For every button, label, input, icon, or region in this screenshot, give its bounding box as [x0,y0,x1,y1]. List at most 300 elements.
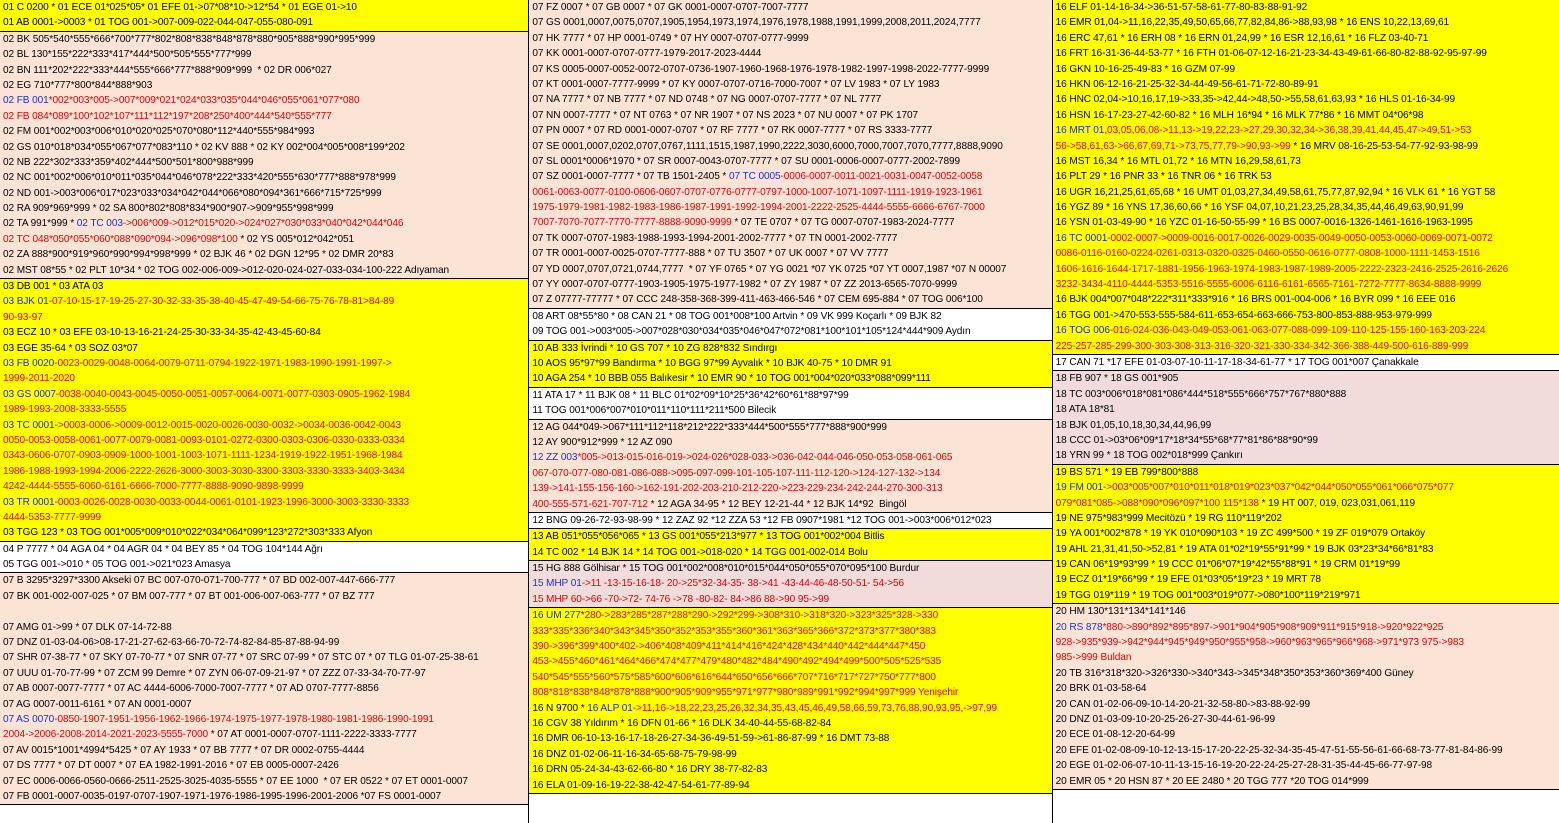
plate-line [1053,588,1559,603]
key-text: 16 ALP 01 [587,702,633,714]
plate-line [1053,77,1559,92]
line-text: 18 YRN 99 * 18 TOG 002*018*999 Çankırı [1055,450,1243,462]
line-text: 16 ERC 47,61 * 16 ERH 08 * 16 ERN 01,24,99 * 16 ESR 12,16,61 * 16 FLZ 03-40-71 [1055,32,1429,44]
line-text: 07 DNZ 01-03-04-06>08-17-21-27-62-63-66-70-72-74-82-84-85-87-88-94-99 [3,637,340,649]
plate-line [529,139,1051,154]
plate-line [529,277,1051,292]
plate-line [0,650,528,665]
plate-line [0,789,528,804]
highlight-text: 56->58,61,63->66,67,69,71->73,75,77,79->90,93->99 [1055,140,1291,152]
line-text: 01 C 0200 * 01 ECE 01*025*05* 01 EFE 01->07*08*10->12*54 * 01 EGE 01->10 [3,2,357,13]
plate-line [0,418,528,433]
highlight-text: 139->141-155-156-160->162-191-202-203-210-212-220->223-229-234-242-244-270-300-313 [532,483,943,495]
line-text: 07 SZ 0001-0007-7777 * 07 TB 1501-2405 * [532,171,729,183]
line-text: 10 AB 333 İvrindi * 10 GS 707 * 10 ZG 828*832 Sındırgı [532,342,778,354]
key-text: 12 ZZ 003 [532,452,578,464]
plate-line [1053,339,1559,354]
highlight-text: 453->455*460*461*464*466*474*477*479*480*482*484*490*492*494*499*500*505*525*535 [532,656,942,668]
plate-line [0,155,528,170]
line-text: 20 EGE 01-02-06-07-10-11-13-15-16-19-20-22-24-25-27-28-31-35-44-45-66-77-97-98 [1055,760,1433,772]
line-text: 07 FB 0001-0007-0035-0197-0707-1907-1971-1976-1986-1995-1996-2001-2006 *07 FS 0001-0007 [3,790,442,802]
highlight-text: 1986-1988-1993-1994-2006-2222-2626-3000-3003-3030-3300-3303-3330-3333-3403-3434 [3,465,405,477]
line-text: 02 MST 08*55 * 02 PLT 10*34 * 02 TOG 002-006-009->012-020-024-027-033-034-100-222 Adıyaman [3,264,450,276]
highlight-text: *002*003*005->007*009*021*024*033*035*044*046*055*061*077*080 [48,95,360,107]
section-block [1053,604,1559,790]
plate-line [1053,774,1559,789]
section-block [0,0,528,32]
plate-line [0,525,528,540]
key-text: 16 UM 277* [532,610,585,622]
line-text: 19 CAN 06*19*93*99 * 19 CCC 01*06*07*19*42*55*88*91 * 19 CRM 01*19*99 [1055,559,1401,571]
plate-line [529,154,1051,169]
highlight-text: 0086-0116-0160-0224-0261-0313-0320-0325-0460-0550-0616-0777-0808-1000-1111-1453-1516 [1055,248,1480,260]
line-text: 02 BK 505*540*555*666*700*777*802*808*838*848*878*880*905*888*990*995*999 [3,33,376,45]
line-text: 19 AHL 21,31,41,50->52,81 * 19 ATA 01*02*19*55*91*99 * 19 BJK 03*23*34*66*81*83 [1055,543,1434,555]
plate-line [1053,139,1559,154]
key-text: 03 TC 0001 [3,419,55,431]
line-text: 19 NE 975*983*999 Mecitözü * 19 RG 110*119*202 [1055,512,1282,524]
highlight-text: ->006*009->012*015*020->024*027*030*033*040*042*044*046 [122,218,404,230]
line-text: 20 HM 130*131*134*141*146 [1055,606,1186,618]
line-text: 07 FZ 0007 * 07 GB 0007 * 07 GK 0001-0007-0707-7007-7777 [532,2,809,13]
plate-line [1053,727,1559,742]
line-text: 19 TGG 019*119 * 19 TOG 001*003*019*077->080*100*119*219*971 [1055,589,1361,601]
line-text: 07 AG 0007-0011-6161 * 07 AN 0001-0007 [3,698,192,710]
highlight-text: ->11,16->18,22,23,25,26,32,34,35,43,45,46,49,58,66,59,73,76,88,90,93,95,->97,99 [632,702,998,714]
key-text: 07 TC 0005 [728,171,781,183]
plate-line [529,262,1051,277]
plate-line [529,388,1051,403]
plate-line [0,681,528,696]
plate-line [1053,433,1559,448]
plate-line [1053,154,1559,169]
plate-line [529,639,1051,654]
section-block [529,420,1051,513]
key-text: 16 TOG 006 [1055,325,1110,337]
plate-line [0,573,528,588]
line-text: 18 TC 003*006*018*081*086*444*518*555*666*757*767*880*888 [1055,388,1347,400]
column-1 [0,0,529,823]
line-text: 18 FB 907 * 18 GS 001*905 [1055,373,1179,385]
plate-line [0,232,528,247]
highlight-text: 333*335*336*340*343*345*350*352*353*355*360*361*363*365*366*372*373*377*380*383 [532,625,936,637]
plate-line [529,435,1051,450]
section-block [529,388,1051,420]
line-text: 07 EC 0006-0066-0560-0666-2511-2525-3025-4035-5555 * 07 EE 1000 * 07 ER 0522 * 07 ET 0001-0007 [3,775,468,787]
line-text: 05 TGG 001->010 * 05 TOG 001->021*023 Amasya [3,559,231,571]
plate-line [1053,681,1559,696]
plate-line [529,685,1051,700]
line-text: 07 YY 0007-0707-0777-1903-1905-1975-1977-1982 * 07 ZY 1987 * 07 ZZ 2013-6565-7070-9999 [532,279,957,291]
line-text: * 07 AT 0001-0007-0707-1111-2222-3333-7777 [208,729,417,741]
highlight-text: 0061-0063-0077-0100-0606-0607-0707-0776-0777-0797-1000-1007-1071-1097-1111-1919-1923-1961 [532,186,983,198]
line-text: 07 TK 0007-0707-1983-1988-1993-1994-2001-2002-7777 * 07 TN 0001-2002-7777 [532,232,898,244]
plate-line [1053,0,1559,15]
plate-line [529,92,1051,107]
line-text: 16 TGG 001->470-553-555-584-611-653-654-663-666-753-800-853-888-953-979-999 [1055,309,1432,321]
plate-line [0,0,528,15]
line-text: 16 N 9700 * [532,702,588,714]
plate-line [529,200,1051,215]
highlight-text: ->11 -13-15-16-18- 20->25*32-34-35- 38->41 -43-44-46-48-50-51- 54->56 [581,578,905,590]
section-block [0,32,528,279]
plate-line [529,246,1051,261]
highlight-text: 225-257-285-299-300-303-308-313-316-320-321-330-334-342-366-388-449-500-616-889-999 [1055,340,1469,352]
plate-line [529,654,1051,669]
line-text: 07 PN 0007 * 07 RD 0001-0007-0707 * 07 RF 7777 * 07 RK 0007-7777 * 07 RS 3333-7777 [532,125,933,137]
plate-line [0,635,528,650]
plate-line [0,727,528,742]
column-3 [1053,0,1559,823]
line-text: 16 CGV 38 Yıldırım * 16 DFN 01-66 * 16 DLK 34-40-44-55-68-82-84 [532,717,832,729]
line-text: 07 AMG 01->99 * 07 DLK 07-14-72-88 [3,621,172,633]
plate-line [1053,108,1559,123]
plate-line [0,712,528,727]
plate-line [529,624,1051,639]
line-text: * 02 YS 005*012*042*051 [237,233,355,245]
section-block [529,608,1051,794]
plate-line [1053,743,1559,758]
plate-line [1053,387,1559,402]
plate-line [529,762,1051,777]
line-text: * 07 TE 0707 * 07 TG 0007-0707-1983-2024-7777 [731,217,955,229]
plate-line [529,309,1051,324]
line-text: 12 BNG 09-26-72-93-98-99 * 12 ZAZ 92 *12 ZZA 53 *12 FB 0907*1981 *12 TOG 001->003*006*012*023 [532,514,992,526]
plate-line [529,31,1051,46]
highlight-text: -0023-0029-0048-0064-0079-0711-0794-1922-1971-1983-1990-1991-1997-> [54,357,392,369]
plate-line [529,576,1051,591]
key-text: 15 MHP 01 [532,578,582,590]
plate-line [0,604,528,619]
plate-line [0,697,528,712]
highlight-text: 390->396*399*400*402->406*408*409*411*414*416*424*428*434*440*442*444*447*450 [532,641,926,653]
line-text: 02 RA 909*969*999 * 02 SA 800*802*808*834*900*907->909*955*998*999 [3,203,334,215]
line-text: 02 NC 001*002*006*010*011*035*044*046*078*222*333*420*555*630*777*888*978*999 [3,172,396,184]
plate-line [529,420,1051,435]
highlight-text: 0050-0053-0058-0061-0077-0079-0081-0093-0101-0272-0300-0303-0306-0330-0333-0334 [3,434,405,446]
line-text: 20 DNZ 01-03-09-10-20-25-26-27-30-44-61-96-99 [1055,713,1276,725]
plate-line [529,231,1051,246]
highlight-text: -016-024-036-043-049-053-061-063-077-088-099-109-110-125-155-160-163-203-224 [1109,325,1486,337]
line-text: 02 BL 130*155*222*333*417*444*500*505*555*777*999 [3,49,252,61]
line-text: 20 BRK 01-03-58-64 [1055,683,1147,695]
plate-line [0,341,528,356]
plate-line [529,356,1051,371]
highlight-text: 3232-3434-4110-4444-5353-5516-5555-6006-6116-6161-6565-7161-7272-7777-8634-8888-9999 [1055,279,1482,291]
plate-line [529,497,1051,512]
line-text: 20 EFE 01-02-08-09-10-12-13-15-17-20-22-25-32-34-35-45-47-51-55-56-61-66-68-73-77-81-84-86-99 [1055,744,1503,756]
highlight-text: ->003*005*007*010*011*018*019*023*037*042*044*050*055*061*066*075*077 [1103,482,1454,494]
highlight-text: 928->935*939->942*944*945*949*950*955*958->960*963*965*966*968->971*973 975->983 [1055,637,1464,649]
line-text: 07 TR 0001-0007-0025-0707-7777-888 * 07 TU 3507 * 07 UK 0007 * 07 VV 7777 [532,248,889,260]
line-text: 16 YGZ 89 * 16 YNS 17,36,60,66 * 16 YSF 04,07,10,21,23,25,28,34,35,44,46,49,63,90,91,99 [1055,202,1464,214]
section-block [1053,355,1559,371]
plate-line [0,140,528,155]
plate-line [1053,666,1559,681]
plate-line [1053,542,1559,557]
plate-line [1053,620,1559,635]
plate-line [529,561,1051,576]
plate-line [1053,650,1559,665]
plate-line [0,356,528,371]
plate-line [1053,215,1559,230]
line-text: 20 CAN 01-02-06-09-10-14-20-21-32-58-80->83-88-92-99 [1055,698,1310,710]
plate-line [529,62,1051,77]
line-text: 03 DB 001 * 03 ATA 03 [3,281,104,293]
highlight-text: 400-555-571-621-707-712 [532,498,648,510]
line-text: 08 ART 08*55*80 * 08 CAN 21 * 08 TOG 001*008*100 Artvin * 09 VK 999 Koçarlı * 09 BJK 82 [532,310,942,322]
plate-line [0,78,528,93]
line-text: 11 TOG 001*006*007*010*011*110*111*211*500 Bilecik [532,405,777,417]
plate-line [529,701,1051,716]
line-text: 09 TOG 001->003*005->007*028*030*034*035*046*047*072*081*100*101*105*124*444*909 Aydın [532,326,971,338]
plate-line [1053,31,1559,46]
plate-line [1053,185,1559,200]
line-text: 07 BK 001-002-007-025 * 07 BM 007-777 * 07 BT 001-006-007-063-777 * 07 BZ 777 [3,590,375,602]
plate-line [0,433,528,448]
plate-line [529,108,1051,123]
plate-line [1053,402,1559,417]
key-text: 16 MRT 01 [1055,125,1105,137]
highlight-text: 1606-1616-1644-1717-1881-1956-1963-1974-1983-1987-1989-2005-2222-2323-2416-2525-2616-2626 [1055,263,1509,275]
line-text: 15 HG 888 Gölhisar * 15 TOG 001*002*008*010*015*044*050*055*070*095*100 Burdur [532,563,920,575]
highlight-text: *880->890*892*895*897->901*904*905*908*909*911*915*918->920*922*925 [1102,621,1444,633]
plate-line [529,371,1051,386]
plate-line [1053,480,1559,495]
line-text: 02 TA 991*999 * [3,218,77,230]
line-text: 20 EMR 05 * 20 HSN 87 * 20 EE 2480 * 20 TGG 777 *20 TOG 014*999 [1055,775,1369,787]
section-block [1053,0,1559,355]
line-text: 02 FM 001*002*003*006*010*020*025*070*080*112*440*555*984*993 [3,126,315,138]
plate-line [1053,557,1559,572]
plate-line [1053,169,1559,184]
line-text: 03 TGG 123 * 03 TOG 001*005*009*010*022*034*064*099*123*272*303*333 Afyon [3,527,373,539]
plate-line [0,325,528,340]
line-text: 18 BJK 01,05,10,18,30,34,44,96,99 [1055,419,1212,431]
highlight-text: -0850-1907-1951-1956-1962-1966-1974-1975-1977-1978-1980-1981-1986-1990-1991 [54,713,434,725]
section-block [0,542,528,574]
plate-line [0,32,528,47]
highlight-text: 2004->2006-2008-2014-2021-2023-5555-7000 [3,729,209,741]
plate-line [0,402,528,417]
plate-line [529,292,1051,307]
line-text: 16 DNZ 01-02-06-11-16-34-65-68-75-79-98-99 [532,748,737,760]
plate-line [0,774,528,789]
highlight-text: ,03,05,06,08->11,13->19,22,23->27,29,30,32,34->36,38,39,41,44,45,47->49,51->53 [1104,125,1472,137]
plate-line [1053,246,1559,261]
line-text: 10 AGA 254 * 10 BBB 055 Balıkesir * 10 EMR 90 * 10 TOG 001*004*020*033*088*099*111 [532,373,931,385]
plate-line [0,464,528,479]
key-text: 03 TR 0001 [3,496,55,508]
section-block [529,513,1051,529]
plate-line [529,185,1051,200]
highlight-text: -0003-0026-0028-0030-0033-0044-0061-0101-1923-1996-3000-3003-3330-3333 [54,496,410,508]
plate-line [529,592,1051,607]
line-text: 14 TC 002 * 14 BJK 14 * 14 TOG 001->018-020 * 14 TGG 001-002-014 Bolu [532,546,868,558]
section-block [1053,371,1559,464]
line-text: 02 BN 111*202*222*333*444*555*666*777*888*909*999 * 02 DR 006*027 [3,64,332,76]
line-text: 16 HSN 16-17-23-27-42-60-82 * 16 MLH 16*94 * 16 MLK 77*86 * 16 MMT 04*06*98 [1055,109,1424,121]
plate-line [1053,511,1559,526]
line-text: 20 TB 316*318*320->326*330->340*343->345*348*350*353*360*369*400 Güney [1055,667,1414,679]
plate-line [529,169,1051,184]
highlight-text: 02 TC 048*050*055*060*088*090*094->096*098*100 [3,233,238,245]
line-text: 07 SE 0001,0007,0202,0707,0767,1111,1515,1987,1990,2222,3030,6000,7000,7007,7070,7777,8888,9090 [532,140,1003,152]
plate-line [529,529,1051,544]
plate-line [529,403,1051,418]
plate-line [0,371,528,386]
plate-line [0,15,528,30]
line-text: 19 BS 571 * 19 EB 799*800*888 [1055,466,1199,478]
line-text: 03 ECZ 10 * 03 EFE 03-10-13-16-21-24-25-30-33-34-35-42-43-45-60-84 [3,327,321,339]
plate-line [1053,371,1559,386]
plate-line [529,778,1051,793]
plate-line [529,450,1051,465]
plate-line [0,63,528,78]
line-text: 07 NN 0007-7777 * 07 NT 0763 * 07 NR 1907 * 07 NS 2023 * 07 NU 0007 * 07 PK 1707 [532,109,919,121]
line-text: 16 DRN 05-24-34-43-62-66-80 * 16 DRY 38-77-82-83 [532,764,768,776]
line-text: 10 AOS 95*97*99 Bandırma * 10 BGG 97*99 Ayvalık * 10 BJK 40-75 * 10 DMR 91 [532,357,892,369]
line-text: 12 AG 044*049->067*111*112*118*212*222*333*444*500*555*777*888*900*999 [532,421,887,433]
plate-line [529,731,1051,746]
plate-line [1053,62,1559,77]
line-text: 02 ZA 888*900*919*960*990*994*998*999 * 02 BJK 46 * 02 DGN 12*95 * 02 DMR 20*83 [3,249,394,261]
highlight-text: 15 MHP 60 [532,593,582,605]
highlight-text: -0038-0040-0043-0045-0050-0051-0057-0064-0071-0077-0303-0905-1962-1984 [55,388,411,400]
section-block [529,309,1051,341]
plate-line [1053,292,1559,307]
highlight-text: 067-070-077-080-081-086-088->095-097-099-101-105-107-111-112-120->124-127-132->134 [532,467,941,479]
plate-line [1053,697,1559,712]
plate-line [0,479,528,494]
plate-line [0,510,528,525]
plate-line [0,216,528,231]
highlight-text: 079*081*085->088*090*096*097*100 115*138 [1055,497,1259,509]
plate-line [0,542,528,557]
key-text: 02 FB 001 [3,95,49,107]
plate-line [0,758,528,773]
plate-line [1053,712,1559,727]
line-text: 07 KS 0005-0007-0052-0072-0707-0736-1907-1960-1968-1976-1978-1982-1997-1998-2022-7777-9999 [532,63,990,75]
plate-line [1053,526,1559,541]
plate-line [0,170,528,185]
plate-line [1053,635,1559,650]
plate-line [0,294,528,309]
plate-line [1053,465,1559,480]
plate-line [529,0,1051,15]
highlight-text: ->0003-0006->0009-0012-0015-0020-0026-0030-0032->0034-0036-0042-0043 [54,419,402,431]
highlight-text: 1999-2011-2020 [3,373,75,385]
line-text: 07 KK 0001-0007-0707-0777-1979-2017-2023-4444 [532,48,762,60]
plate-line [0,186,528,201]
line-text: * 12 AGA 34-95 * 12 BEY 12-21-44 * 12 BJK 14*92 Bingöl [647,498,907,510]
line-text: 07 YD 0007,0707,0721,0744,7777 * 07 YF 0765 * 07 YG 0021 *07 YK 0725 *07 YT 0007,1987 *07 N 00007 [532,263,1007,275]
line-text: 16 HKN 06-12-16-21-25-32-34-44-49-56-61-71-72-80-89-91 [1055,78,1319,90]
highlight-text: 1975-1979-1981-1982-1983-1986-1987-1991-1992-1994-2001-2222-2525-4444-5555-6666-6767-7000 [532,202,985,214]
key-text: 03 GS 0007 [3,388,56,400]
line-text: 18 ATA 18*81 [1055,404,1115,416]
plate-line [0,448,528,463]
line-text: 07 KT 0001-0007-7777-9999 * 07 KY 0007-0707-0716-7000-7007 * 07 LV 1983 * 07 LY 1983 [532,78,940,90]
line-text: 07 B 3295*3297*3300 Akseki 07 BC 007-070-071-700-777 * 07 BD 002-007-447-666-777 [3,575,396,587]
highlight-text: 02 FB 084*089*100*102*107*111*112*197*208*250*400*444*540*555*777 [3,110,332,122]
highlight-text: 808*818*838*848*878*888*900*905*909*955*971*977*980*989*991*992*994*997*999 Yenişehir [532,687,959,699]
plate-line [0,743,528,758]
line-text: 20 ECE 01-08-12-20-64-99 [1055,729,1176,741]
plate-line [529,77,1051,92]
line-text: 04 P 7777 * 04 AGA 04 * 04 AGR 04 * 04 BEY 85 * 04 TOG 104*144 Ağrı [3,543,323,555]
plate-line [1053,200,1559,215]
column-2 [529,0,1052,823]
key-text: 19 FM 001 [1055,482,1104,494]
plate-line [1053,46,1559,61]
plate-line [529,513,1051,528]
line-text: 19 YA 001*002*878 * 19 YK 010*090*103 * 19 ZC 499*500 * 19 ZF 019*079 Ortaköy [1055,528,1426,540]
line-text: 07 GS 0001,0007,0075,0707,1905,1954,1973,1974,1976,1978,1988,1991,1999,2008,2011,2024,7777 [532,17,981,29]
highlight-text: 280->283*285*287*288*290->292*299->308*310->318*320->323*325*328->330 [584,610,939,622]
key-text: 03 FB 0020 [3,357,55,369]
line-text: 17 CAN 71 *17 EFE 01-03-07-10-11-17-18-34-61-77 * 17 TOG 001*007 Çanakkale [1055,356,1419,368]
highlight-text: 7007-7070-7077-7770-7777-8888-9090-9999 [532,217,732,229]
line-text: 16 HNC 02,04->10,16,17,19->33,35->42,44->48,50->55,58,61,63,93 * 16 HLS 01-16-34-99 [1055,94,1456,106]
key-text: 03 BJK 01 [3,296,49,308]
plate-line [529,324,1051,339]
plate-line [1053,123,1559,138]
plate-line [529,481,1051,496]
highlight-text: 985->999 Buldan [1055,652,1132,664]
highlight-text: 4242-4444-5555-6060-6161-6666-7000-7777-8888-9090-9898-9999 [3,481,304,493]
line-text: * 19 HT 007, 019, 023,031,061,119 [1258,497,1416,509]
line-text: 07 DS 7777 * 07 DT 0007 * 07 EA 1982-1991-2016 * 07 EB 0005-0007-2426 [3,760,339,772]
plate-line [0,109,528,124]
line-text: 16 MST 16,34 * 16 MTL 01,72 * 16 MTN 16,29,58,61,73 [1055,155,1301,167]
section-block [529,561,1051,608]
line-text: 03 EGE 35-64 * 03 SOZ 03*07 [3,342,138,354]
line-text: 07 UUU 01-70-77-99 * 07 ZCM 99 Demre * 07 ZYN 06-07-09-21-97 * 07 ZZZ 07-33-34-70-77-97 [3,667,426,679]
plate-line [0,263,528,278]
plate-line [0,620,528,635]
line-text: 02 EG 710*777*800*844*888*903 [3,79,153,91]
key-text: 02 TC 003 [76,218,123,230]
line-text: 16 BJK 004*007*048*222*311*333*916 * 16 BRS 001-004-006 * 16 BYR 099 * 16 EEE 016 [1055,294,1456,306]
line-text: 16 UGR 16,21,25,61,65,68 * 16 UMT 01,03,27,34,49,58,61,75,77,87,92,94 * 16 VLK 61 * 16 YGT 58 [1055,186,1496,198]
plate-line [1053,231,1559,246]
plate-line [1053,418,1559,433]
highlight-text: *005->013-015-016-019->024-026*028-033->036-042-044-046-050-053-058-061-065 [577,452,953,464]
plate-line [529,466,1051,481]
plate-line [0,666,528,681]
highlight-text: -07-10-15-17-19-25-27-30-32-33-35-38-40-45-47-49-54-66-75-76-78-81>84-89 [48,296,395,308]
highlight-text: 90-93-97 [3,311,43,323]
section-block [529,0,1051,309]
plate-line [529,716,1051,731]
plate-line [1053,308,1559,323]
line-text: 16 YSN 01-03-49-90 * 16 YZC 01-16-50-55-99 * 16 BS 0007-0016-1326-1461-1616-1963-1995 [1055,217,1473,229]
highlight-text: 1989-1993-2008-3333-5555 [3,404,127,416]
plate-line [0,310,528,325]
line-text: 16 FRT 16-31-36-44-53-77 * 16 FTH 01-06-07-12-16-21-23-34-43-49-61-66-80-82-88-92-95-97-99 [1055,48,1487,60]
plate-line [0,589,528,604]
plate-line [0,247,528,262]
plate-line [529,341,1051,356]
line-text: 19 ECZ 01*19*66*99 * 19 EFE 01*03*05*19*23 * 19 MRT 78 [1055,574,1321,586]
line-text: 01 AB 0001->0003 * 01 TOG 001->007-009-022-044-047-055-080-091 [3,17,313,29]
section-block [1053,465,1559,605]
plate-line [0,201,528,216]
line-text: 07 HK 7777 * 07 HP 0001-0749 * 07 HY 0007-0707-0777-9999 [532,32,809,44]
line-text: 16 ELF 01-14-16-34->36-51-57-58-61-77-80-83-88-91-92 [1055,2,1308,13]
section-block [529,341,1051,388]
